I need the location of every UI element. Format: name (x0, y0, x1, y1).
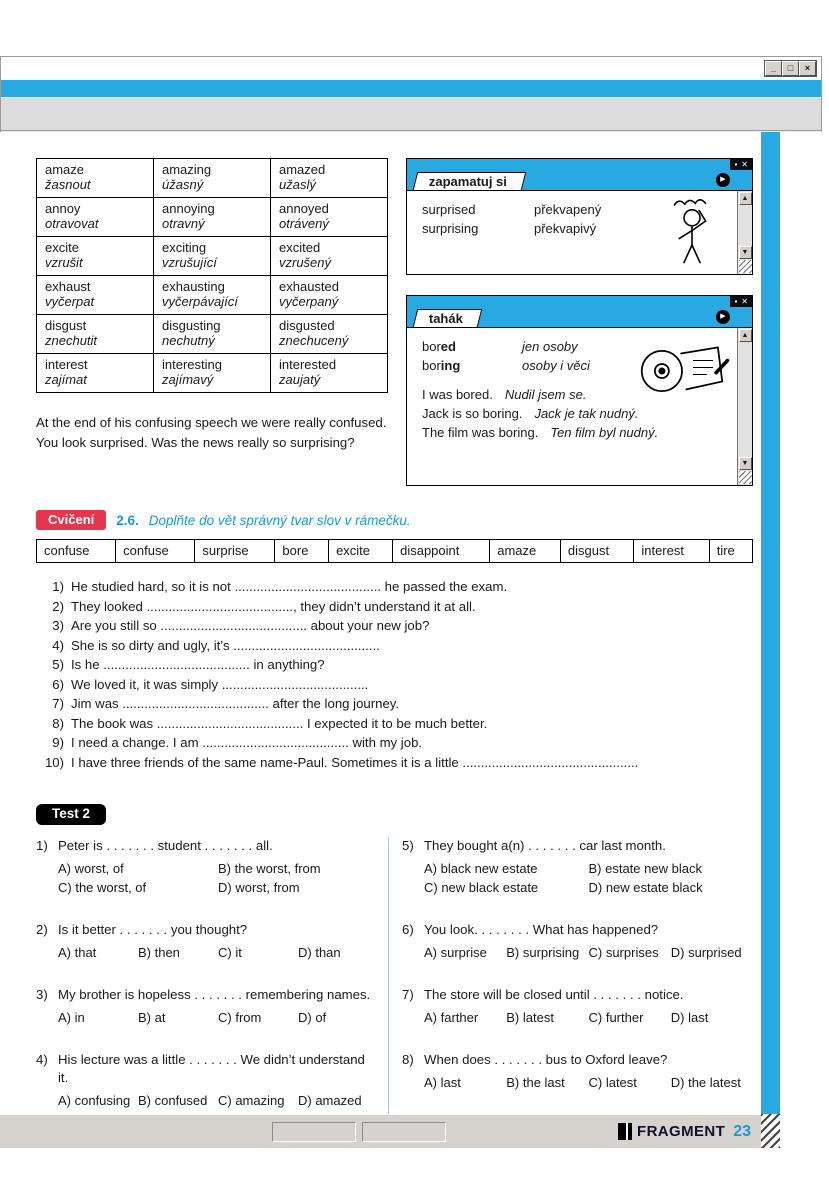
verb: amaze (45, 162, 85, 177)
option: B) confused (138, 1093, 208, 1108)
exercise-item: 2) They looked ........................................, they didn’t understand it at all. (52, 598, 476, 614)
verb: excite (45, 240, 79, 255)
option: A) surprise (424, 945, 487, 960)
vocab-cz: osoby i věci (522, 358, 590, 373)
paragraph-line: You look surprised. Was the news really so surprising? (36, 435, 355, 451)
test-question: 1) Peter is . . . . . . . student . . . . . . . all. A) worst, of B) the worst, from C) the worst, of D) worst, from (36, 837, 378, 897)
status-bar (0, 1114, 761, 1148)
cheat-sheet-box (406, 295, 753, 486)
exercise-item: 9) I need a change. I am ........................................ with my job. (52, 735, 423, 750)
answer-options (58, 859, 378, 897)
window-resize-grip[interactable] (761, 1114, 780, 1148)
box-window-controls (730, 159, 752, 170)
box-maximize-button[interactable]: ▪ (734, 297, 738, 306)
adj-ed: disgusted (279, 318, 335, 333)
toilet-roll-illustration (632, 336, 732, 406)
option: A) worst, of (58, 861, 124, 876)
play-arrow-button[interactable]: ▶ (716, 310, 730, 324)
option: C) surprises (588, 945, 659, 960)
test-question: 8) When does . . . . . . . bus to Oxford leave? A) last B) the last C) latest D) the latest (402, 1051, 753, 1092)
close-button[interactable]: × (799, 61, 816, 76)
table-row (37, 198, 388, 237)
scrollbar[interactable] (737, 191, 752, 274)
table-row (37, 354, 388, 393)
verb-cz: vzrušit (45, 255, 83, 270)
verb-cz: zajímat (45, 372, 87, 387)
verb-cz: znechutit (45, 333, 98, 348)
adj-ing: annoying (162, 201, 215, 216)
verb-cz: otravovat (45, 216, 99, 231)
scroll-down-button[interactable]: ▼ (739, 457, 752, 470)
exercise-item: 5) Is he ........................................ in anything? (52, 657, 325, 672)
test-question: 6) You look. . . . . . . . What has happened? A) surprise B) surprising C) surprises D) surprised (402, 921, 753, 962)
answer-options (424, 943, 753, 962)
exercise-item: 8) The book was ........................................ I expected it to be much better. (52, 715, 488, 731)
adj-ed-cz: znechucený (279, 333, 349, 348)
adj-ed: excited (279, 240, 321, 255)
test-question: 3) My brother is hopeless . . . . . . . remembering names. A) in B) at C) from D) of (36, 986, 378, 1027)
box-resize-grip[interactable] (739, 471, 752, 484)
exercise-item: 10) I have three friends of the same name-Paul. Sometimes it is a little ................................................ (44, 754, 639, 770)
adj-ed: amazed (279, 162, 326, 177)
word-bank-item: excite (329, 540, 393, 563)
adj-ed-cz: užaslý (279, 177, 316, 192)
scroll-down-button[interactable]: ▼ (739, 246, 752, 259)
confused-person-illustration (656, 197, 728, 269)
answer-options (58, 1008, 378, 1027)
exercise-item: 3) Are you still so ........................................ about your new job? (52, 618, 430, 633)
page-right-border (761, 132, 780, 1114)
test-section (36, 837, 753, 1134)
example-sentence: I was bored. Nudil jsem se. (422, 387, 587, 402)
option: A) farther (424, 1010, 479, 1025)
adj-ed: annoyed (279, 201, 329, 216)
verb: exhaust (45, 279, 91, 294)
word-bank-item: bore (275, 540, 329, 563)
vocab-row (422, 219, 647, 238)
table-row (37, 159, 388, 198)
option: C) the worst, of (58, 880, 147, 895)
option: D) worst, from (218, 880, 300, 895)
option: B) the last (506, 1075, 565, 1090)
table-row (37, 237, 388, 276)
adj-ed-cz: vyčerpaný (279, 294, 339, 309)
vocab-row (422, 200, 647, 219)
publisher-logo (618, 1123, 751, 1141)
answer-options (424, 1073, 753, 1092)
adj-ing: amazing (162, 162, 212, 177)
box-body (407, 191, 752, 274)
option: C) new black estate (424, 880, 539, 895)
exercise-items (36, 577, 753, 772)
table-row (37, 276, 388, 315)
verb-cz: vyčerpat (45, 294, 95, 309)
scroll-up-button[interactable]: ▲ (739, 192, 752, 205)
box-title: tahák (428, 311, 463, 326)
option: D) surprised (670, 945, 742, 960)
statusbar-panel (272, 1122, 356, 1142)
example-sentence: The film was boring. Ten film byl nudný. (422, 425, 659, 440)
adj-ing: interesting (162, 357, 222, 372)
word-bank-item: interest (634, 540, 709, 563)
exercise-number: 2.6. (116, 512, 139, 528)
verb: disgust (45, 318, 87, 333)
adjective-forms-table (36, 158, 388, 393)
test-question: 7) The store will be closed until . . . . . . . notice. A) farther B) latest C) further D) last (402, 986, 753, 1027)
box-body (407, 328, 752, 485)
answer-options (58, 943, 378, 962)
option: A) black new estate (424, 861, 538, 876)
vocab-cz: jen osoby (522, 339, 578, 354)
table-row (37, 315, 388, 354)
vocab-en: surprised (422, 202, 476, 217)
vocab-en: boring (422, 358, 461, 373)
exercise-item: 7) Jim was ........................................ after the long journey. (52, 696, 400, 711)
option: B) then (138, 945, 180, 960)
box-top-strip (407, 159, 752, 170)
fragment-logo-icon (618, 1123, 632, 1140)
option: B) estate new black (588, 861, 702, 876)
option: B) latest (506, 1010, 554, 1025)
box-close-button[interactable]: ✕ (741, 160, 748, 169)
option: D) the latest (670, 1075, 741, 1090)
adj-ed: exhausted (279, 279, 339, 294)
option: A) that (58, 945, 97, 960)
answer-options (58, 1091, 378, 1110)
word-bank-item: disappoint (393, 540, 490, 563)
box-title: zapamatuj si (428, 174, 507, 189)
option: D) than (298, 945, 341, 960)
exercise-item: 4) She is so dirty and ugly, it’s ........................................ (52, 637, 380, 653)
verb: interest (45, 357, 88, 372)
answer-options (424, 1008, 753, 1027)
exercise-instruction: Doplňte do vět správný tvar slov v rámečku. (148, 512, 411, 528)
exercise-item: 1) He studied hard, so it is not ........................................ he passed the exam. (52, 579, 508, 594)
adj-ing-cz: nechutný (162, 333, 215, 348)
option: A) confusing (58, 1093, 131, 1108)
exercise-item: 6) We loved it, it was simply ........................................ (52, 676, 369, 692)
option: B) the worst, from (218, 861, 321, 876)
option: D) last (670, 1010, 709, 1025)
adj-ed: interested (279, 357, 337, 372)
box-window-controls (730, 296, 752, 307)
word-bank (36, 539, 753, 563)
example-sentence: Jack is so boring. Jack je tak nudný. (422, 406, 639, 421)
verb-cz: žasnout (45, 177, 91, 192)
vocab-row (422, 356, 637, 375)
option: D) amazed (298, 1093, 362, 1108)
exercise-badge: Cvičení (36, 510, 106, 530)
publisher-name: FRAGMENT (637, 1123, 726, 1140)
option: C) amazing (218, 1093, 285, 1108)
accent-strip (1, 80, 821, 97)
vocab-en: bored (422, 339, 456, 354)
box-header (407, 170, 752, 191)
word-bank-item: tire (709, 540, 752, 563)
toolbar (1, 97, 821, 132)
adj-ing-cz: úžasný (162, 177, 204, 192)
vocab-row (422, 337, 637, 356)
page-content (0, 132, 761, 1114)
option: B) at (138, 1010, 166, 1025)
box-tab (413, 172, 527, 190)
box-top-strip (407, 296, 752, 307)
test-badge: Test 2 (36, 804, 106, 825)
adj-ing: exhausting (162, 279, 225, 294)
exercise-header (36, 510, 753, 530)
verb: annoy (45, 201, 81, 216)
adj-ing-cz: zajímavý (162, 372, 214, 387)
vocab-cz: překvapivý (534, 221, 597, 236)
adj-ing: disgusting (162, 318, 221, 333)
test-question: 4) His lecture was a little . . . . . . . We didn’t understand it. A) confusing B) confused C) amazing D) amazed (36, 1051, 378, 1110)
statusbar-panel (362, 1122, 446, 1142)
test-column-left (36, 837, 388, 1134)
adj-ing-cz: otravný (162, 216, 205, 231)
box-maximize-button[interactable]: ▪ (734, 160, 738, 169)
option: A) last (424, 1075, 461, 1090)
box-header (407, 307, 752, 328)
scrollbar[interactable] (737, 328, 752, 485)
option: D) of (298, 1010, 327, 1025)
adj-ing: exciting (162, 240, 207, 255)
window-controls (764, 60, 817, 77)
option: B) surprising (506, 945, 580, 960)
page-number: 23 (733, 1122, 751, 1140)
option: C) from (218, 1010, 262, 1025)
word-bank-item: confuse (37, 540, 116, 563)
option: A) in (58, 1010, 85, 1025)
title-bar (1, 57, 821, 80)
maximize-button[interactable]: □ (782, 61, 799, 76)
word-bank-item: surprise (195, 540, 275, 563)
adj-ing-cz: vzrušující (162, 255, 217, 270)
word-bank-item: confuse (116, 540, 195, 563)
play-arrow-button[interactable]: ▶ (716, 173, 730, 187)
example-paragraph (36, 413, 388, 454)
vocab-cz: překvapený (534, 202, 602, 217)
test-question: 2) Is it better . . . . . . . you thought? A) that B) then C) it D) than (36, 921, 378, 962)
option: C) it (218, 945, 242, 960)
paragraph-line: At the end of his confusing speech we were really confused. (36, 415, 387, 430)
adj-ing-cz: vyčerpávající (162, 294, 238, 309)
adj-ed-cz: vzrušený (279, 255, 332, 270)
remember-box (406, 158, 753, 275)
option: C) latest (588, 1075, 637, 1090)
box-resize-grip[interactable] (739, 260, 752, 273)
word-bank-item: amaze (490, 540, 561, 563)
window-top-chrome (0, 56, 822, 132)
adj-ed-cz: zaujatý (279, 372, 321, 387)
vocab-en: surprising (422, 221, 479, 236)
word-bank-item: disgust (560, 540, 633, 563)
option: D) new estate black (588, 880, 703, 895)
box-tab (413, 309, 482, 327)
minimize-button[interactable]: _ (765, 61, 782, 76)
adj-ed-cz: otrávený (279, 216, 329, 231)
scroll-up-button[interactable]: ▲ (739, 329, 752, 342)
option: C) further (588, 1010, 644, 1025)
test-column-right (388, 837, 753, 1134)
test-question: 5) They bought a(n) . . . . . . . car last month. A) black new estate B) estate new black C) new black estate D) new estate black (402, 837, 753, 897)
box-close-button[interactable]: ✕ (741, 297, 748, 306)
answer-options (424, 859, 753, 897)
